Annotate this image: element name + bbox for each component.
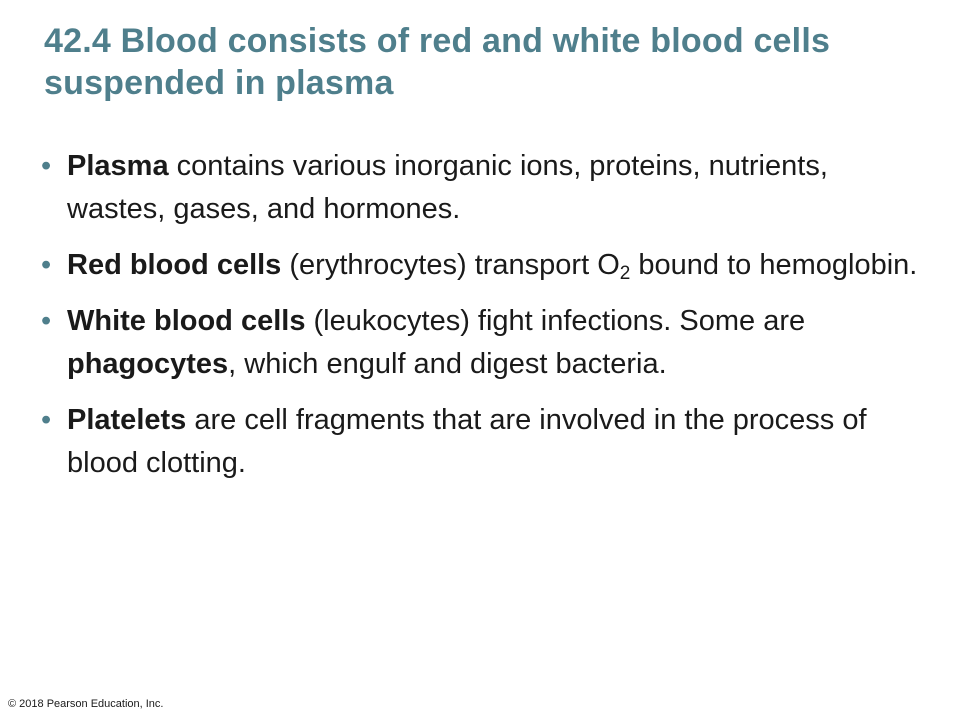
bullet-item-red-blood-cells	[40, 244, 930, 287]
bullet-text	[67, 249, 918, 284]
bullet-body: (leukocytes) fight infections. Some are	[305, 305, 806, 337]
slide-title: 42.4 Blood consists of red and white blood cells suspended in plasma	[44, 22, 831, 102]
bullet-body: are cell fragments that are involved in the process of blood clotting.	[67, 404, 867, 479]
bullet-body: (erythrocytes) transport O	[281, 249, 620, 281]
bullet-term: Red blood cells	[67, 249, 282, 281]
copyright-notice: © 2018 Pearson Education, Inc.	[8, 698, 164, 710]
bullet-term: White blood cells	[67, 305, 306, 337]
bullet-icon: •	[41, 404, 52, 436]
bullet-text	[67, 404, 867, 479]
bullet-text	[67, 150, 828, 225]
bullet-list	[40, 145, 930, 498]
bullet-icon: •	[41, 150, 52, 182]
bullet-body-continued: bound to hemoglobin.	[630, 249, 918, 281]
bullet-item-platelets	[40, 399, 930, 485]
bullet-term: Plasma	[67, 150, 169, 182]
bullet-text	[67, 305, 805, 380]
bullet-item-plasma	[40, 145, 930, 231]
bullet-icon: •	[41, 249, 52, 281]
bullet-icon: •	[41, 305, 52, 337]
bullet-item-white-blood-cells	[40, 300, 930, 386]
bullet-body-continued: , which engulf and digest bacteria.	[228, 348, 667, 380]
bullet-term: Platelets	[67, 404, 187, 436]
bullet-term-secondary: phagocytes	[67, 348, 229, 380]
subscript: 2	[619, 263, 631, 284]
bullet-body: contains various inorganic ions, proteins, nutrients, wastes, gases, and hormones.	[67, 150, 828, 225]
